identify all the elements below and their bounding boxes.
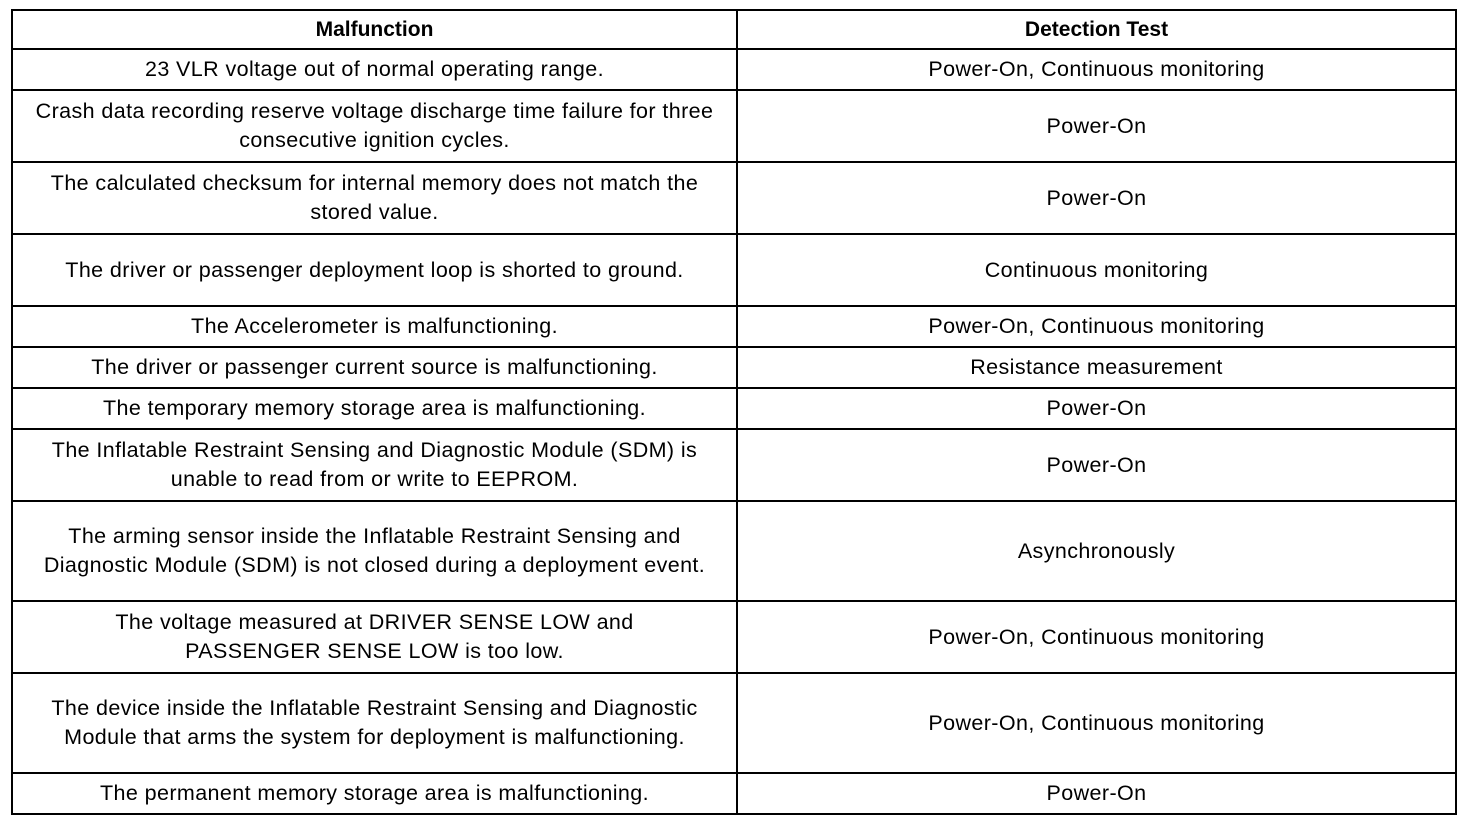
column-header-malfunction: Malfunction xyxy=(12,10,737,49)
table-row xyxy=(12,347,1456,388)
table-row xyxy=(12,162,1456,234)
table-row xyxy=(12,773,1456,814)
malfunction-cell: The device inside the Inflatable Restraint Sensing and Diagnostic Module that arms the system for deployment is malfunctioning. xyxy=(12,673,737,773)
detection-test-cell: Resistance measurement xyxy=(737,347,1456,388)
malfunction-cell: Crash data recording reserve voltage discharge time failure for three consecutive ignition cycles. xyxy=(12,90,737,162)
detection-test-cell: Asynchronously xyxy=(737,501,1456,601)
detection-test-cell: Power-On, Continuous monitoring xyxy=(737,601,1456,673)
detection-test-cell: Power-On, Continuous monitoring xyxy=(737,673,1456,773)
malfunction-cell: 23 VLR voltage out of normal operating range. xyxy=(12,49,737,90)
table-row xyxy=(12,601,1456,673)
table-row xyxy=(12,388,1456,429)
column-header-detection-test: Detection Test xyxy=(737,10,1456,49)
malfunction-cell: The temporary memory storage area is malfunctioning. xyxy=(12,388,737,429)
table-row xyxy=(12,49,1456,90)
table-row xyxy=(12,429,1456,501)
malfunction-cell: The calculated checksum for internal memory does not match the stored value. xyxy=(12,162,737,234)
malfunction-cell: The permanent memory storage area is malfunctioning. xyxy=(12,773,737,814)
detection-test-cell: Power-On xyxy=(737,162,1456,234)
table-row xyxy=(12,90,1456,162)
table-row xyxy=(12,306,1456,347)
detection-test-cell: Power-On xyxy=(737,773,1456,814)
malfunction-cell: The voltage measured at DRIVER SENSE LOW and PASSENGER SENSE LOW is too low. xyxy=(12,601,737,673)
malfunction-cell: The arming sensor inside the Inflatable Restraint Sensing and Diagnostic Module (SDM) is not closed during a deployment event. xyxy=(12,501,737,601)
detection-test-cell: Power-On, Continuous monitoring xyxy=(737,49,1456,90)
table-row xyxy=(12,234,1456,306)
malfunction-cell: The driver or passenger current source is malfunctioning. xyxy=(12,347,737,388)
detection-test-cell: Power-On xyxy=(737,429,1456,501)
table-row xyxy=(12,501,1456,601)
header-row xyxy=(12,10,1456,49)
malfunction-cell: The Accelerometer is malfunctioning. xyxy=(12,306,737,347)
malfunction-cell: The Inflatable Restraint Sensing and Diagnostic Module (SDM) is unable to read from or write to EEPROM. xyxy=(12,429,737,501)
detection-test-cell: Continuous monitoring xyxy=(737,234,1456,306)
detection-test-cell: Power-On xyxy=(737,90,1456,162)
detection-test-cell: Power-On xyxy=(737,388,1456,429)
malfunction-cell: The driver or passenger deployment loop is shorted to ground. xyxy=(12,234,737,306)
detection-test-cell: Power-On, Continuous monitoring xyxy=(737,306,1456,347)
table-row xyxy=(12,673,1456,773)
malfunction-detection-table xyxy=(11,9,1457,815)
